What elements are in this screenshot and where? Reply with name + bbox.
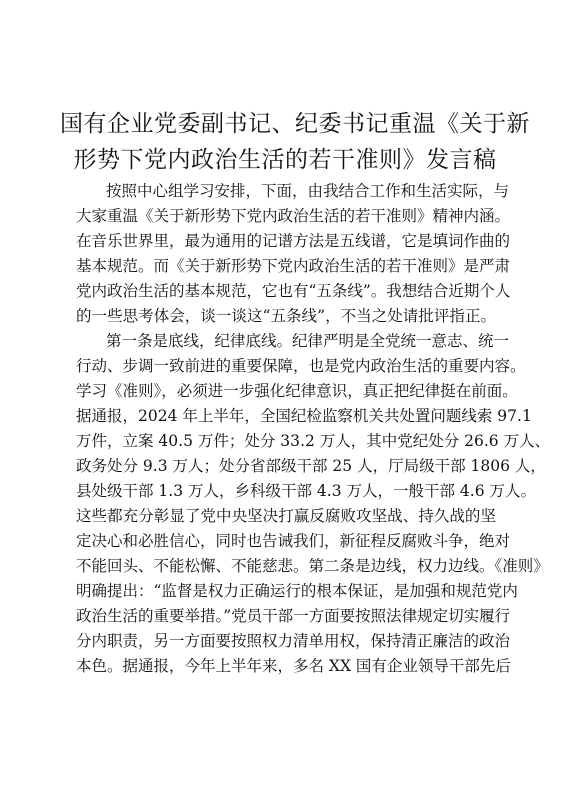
body-line: 万件，立案 40.5 万件；处分 33.2 万人，其中党纪处分 26.6 万人、 bbox=[76, 432, 551, 450]
body-line: 行动、步调一致前进的重要保障，也是党内政治生活的重要内容。 bbox=[76, 357, 526, 375]
body-line: 学习《准则》，必须进一步强化纪律意识，真正把纪律挺在前面。 bbox=[76, 382, 518, 400]
body-line: 据通报，2024 年上半年，全国纪检监察机关共处置问题线索 97.1 bbox=[76, 407, 532, 425]
body-line: 本色。据通报，今年上半年来，多名 XX 国有企业领导干部先后 bbox=[76, 657, 511, 675]
body-line: 大家重温《关于新形势下党内政治生活的若干准则》精神内涵。 bbox=[76, 207, 511, 225]
body-line: 这些都充分彰显了党中央坚决打赢反腐败攻坚战、持久战的坚 bbox=[76, 507, 496, 525]
body-line: 明确提出：“监督是权力正确运行的根本保证，是加强和规范党内 bbox=[76, 582, 518, 600]
body-line: 在音乐世界里，最为通用的记谱方法是五线谱，它是填词作曲的 bbox=[76, 232, 511, 250]
body-line: 政治生活的重要举措。”党员干部一方面要按照法律规定切实履行 bbox=[76, 607, 511, 625]
body-line: 按照中心组学习安排，下面，由我结合工作和生活实际，与 bbox=[106, 182, 510, 200]
document-title-line-1: 国有企业党委副书记、纪委书记重温《关于新 bbox=[60, 111, 530, 137]
body-line: 分内职责，另一方面要按照权力清单用权，保持清正廉洁的政治 bbox=[76, 632, 511, 650]
body-line: 定决心和必胜信心，同时也告诫我们，新征程反腐败斗争，绝对 bbox=[76, 532, 511, 550]
body-line: 不能回头、不能松懈、不能慈悲。第二条是边线，权力边线。《准则》 bbox=[76, 557, 549, 575]
body-line: 政务处分 9.3 万人；处分省部级干部 25 人，厅局级干部 1806 人， bbox=[76, 457, 546, 475]
body-line: 党内政治生活的基本规范，它也有“五条线”。我想结合近期个人 bbox=[76, 282, 511, 300]
body-line: 的一些思考体会，谈一谈这“五条线”，不当之处请批评指正。 bbox=[76, 307, 496, 325]
document-title-line-2: 形势下党内政治生活的若干准则》发言稿 bbox=[73, 147, 497, 173]
body-line: 第一条是底线，纪律底线。纪律严明是全党统一意志、统一 bbox=[106, 332, 510, 350]
body-line: 县处级干部 1.3 万人，乡科级干部 4.3 万人，一般干部 4.6 万人。 bbox=[76, 482, 537, 500]
body-line: 基本规范。而《关于新形势下党内政治生活的若干准则》是严肃 bbox=[76, 257, 511, 275]
